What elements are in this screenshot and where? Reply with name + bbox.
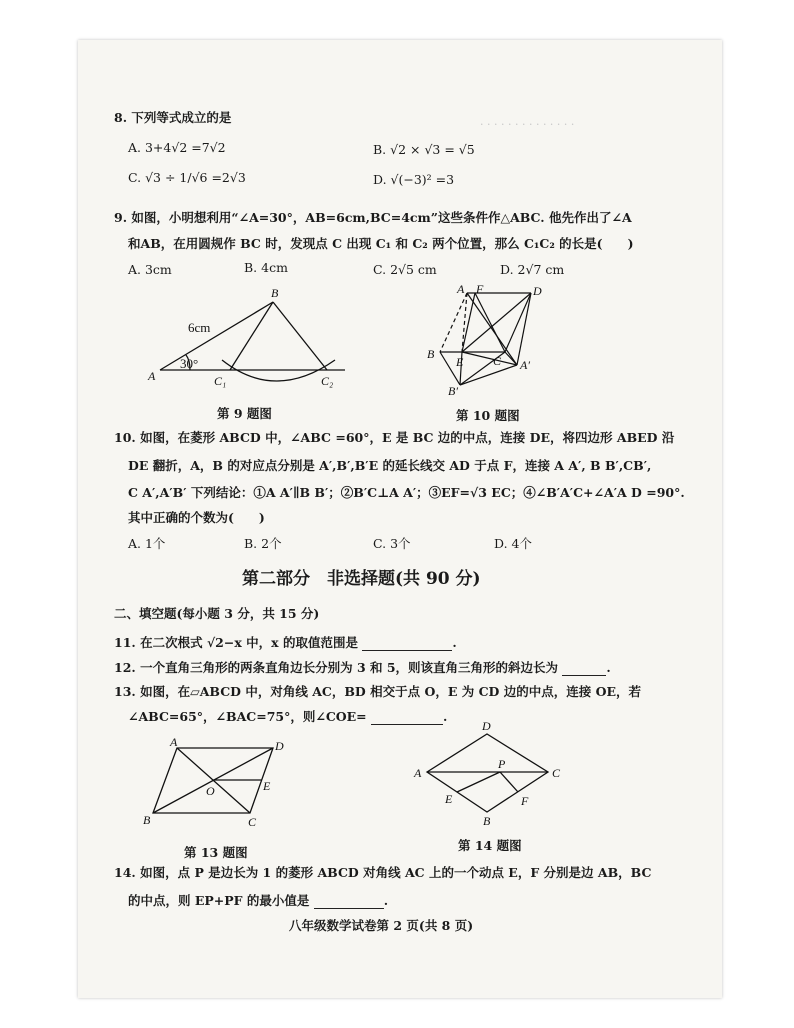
q13-text-line1: 13. 如图，在▱ABCD 中，对角线 AC，BD 相交于点 O，E 为 CD 边的中点，连接 OE，若 — [114, 684, 641, 699]
fig10-label-e: E — [456, 355, 464, 369]
fig10-label-a: A — [457, 282, 465, 296]
q11-stem: 11. 在二次根式 √2−x 中，x 的取值范围是 — [114, 635, 358, 650]
fig10-label-c: C — [493, 354, 502, 368]
fig14-label-d: D — [482, 719, 491, 733]
fig9-label-b: B — [271, 286, 279, 300]
q9-text-line2: 和AB，在用圆规作 BC 时，发现点 C 出现 C₁ 和 C₂ 两个位置，那么 C₁C₂ 的长是( ) — [128, 236, 634, 251]
fig13-label-c: C — [248, 815, 257, 829]
q10-text-line4: 其中正确的个数为( ) — [128, 510, 265, 525]
segment-pf — [500, 772, 518, 792]
q9-option-a: A. 3cm — [128, 262, 172, 277]
fig9-caption: 第 9 题图 — [217, 406, 272, 421]
q14-answer-blank[interactable] — [314, 894, 384, 909]
q8-option-c: C. √3 ÷ 1/√6 =2√3 — [128, 170, 246, 185]
q14-stem-end: 的中点，则 EP+PF 的最小值是 — [128, 893, 310, 908]
fig13-label-a: A — [170, 735, 178, 749]
segment-ep — [457, 772, 500, 792]
q10-text-line2: DE 翻折，A，B 的对应点分别是 A′,B′,B′E 的延长线交 AD 于点 F，连接 A A′, B B′,CB′, — [128, 458, 652, 473]
fig13-caption: 第 13 题图 — [184, 845, 248, 860]
q10-option-b: B. 2个 — [244, 536, 282, 551]
q9-option-b: B. 4cm — [244, 260, 288, 275]
fig9-label-a: A — [148, 369, 156, 383]
q8-option-a: A. 3+4√2 =7√2 — [128, 140, 226, 155]
q14-text-line2 — [128, 893, 388, 909]
fig9-label-c2: C₂ — [321, 374, 334, 388]
q10-option-a: A. 1个 — [128, 536, 166, 551]
q13-period: . — [443, 709, 448, 724]
fig14-label-c: C — [552, 766, 561, 780]
fig13-label-o: O — [206, 784, 215, 798]
fig9-angle-label: 30° — [180, 356, 199, 371]
fig9-label-c1: C₁ — [214, 374, 227, 388]
q12-period: . — [606, 660, 611, 675]
q9-option-c: C. 2√5 cm — [373, 262, 437, 277]
fig10-label-d: D — [533, 284, 542, 298]
q9-option-d: D. 2√7 cm — [500, 262, 565, 277]
fig14-label-a: A — [414, 766, 422, 780]
q13-stem-end: ∠ABC=65°，∠BAC=75°，则∠COE= — [128, 709, 367, 724]
q11-period: . — [452, 635, 457, 650]
fig14-label-e: E — [445, 792, 453, 806]
q8-stem: 8. 下列等式成立的是 — [114, 110, 232, 125]
q14-period: . — [383, 893, 389, 908]
fig10-caption: 第 10 题图 — [456, 408, 520, 423]
q14-text-line1: 14. 如图，点 P 是边长为 1 的菱形 ABCD 对角线 AC 上的一个动点 E，F 分别是边 AB，BC — [114, 865, 652, 880]
q10-option-c: C. 3个 — [373, 536, 411, 551]
fig10-label-b: B — [427, 347, 435, 361]
fig14-label-p: P — [498, 757, 506, 771]
fig10-label-a2: A′ — [520, 358, 530, 372]
fig10-label-f: F — [476, 282, 484, 296]
fig10-label-b2: B′ — [448, 384, 458, 398]
q8-option-b: B. √2 × √3 = √5 — [373, 142, 475, 157]
part-two-heading: 第二部分 非选择题(共 90 分) — [242, 569, 481, 589]
q10-text-line3: C A′,A′B′ 下列结论：①A A′∥B B′；②B′C⊥A A′；③EF=√3 EC；④∠B′A′C+∠A′A D =90°. — [128, 485, 685, 500]
fig13-label-b: B — [143, 813, 151, 827]
fig14-label-b: B — [483, 814, 491, 828]
q8-option-d: D. √(−3)² =3 — [373, 172, 455, 187]
q12-stem: 12. 一个直角三角形的两条直角边长分别为 3 和 5，则该直角三角形的斜边长为 — [114, 660, 559, 675]
page-footer: 八年级数学试卷第 2 页(共 8 页) — [289, 918, 474, 933]
fig14-caption: 第 14 题图 — [458, 838, 522, 853]
fig14-label-f: F — [521, 794, 529, 808]
fig13-label-d: D — [275, 739, 284, 753]
fill-in-section-header: 二、填空题(每小题 3 分，共 15 分) — [114, 606, 320, 621]
fig13-label-e: E — [263, 779, 271, 793]
bleed-through-text: · · · · · · · · · · · · · · — [480, 118, 575, 131]
fig9-side-label: 6cm — [188, 320, 211, 335]
q10-text-line1: 10. 如图，在菱形 ABCD 中，∠ABC =60°，E 是 BC 边的中点，连接 DE，将四边形 ABED 沿 — [114, 430, 675, 445]
q10-option-d: D. 4个 — [494, 536, 532, 551]
q9-text-line1: 9. 如图，小明想利用“∠A=30°，AB=6cm,BC=4cm”这些条件作△ABC. 他先作出了∠A — [114, 210, 632, 225]
